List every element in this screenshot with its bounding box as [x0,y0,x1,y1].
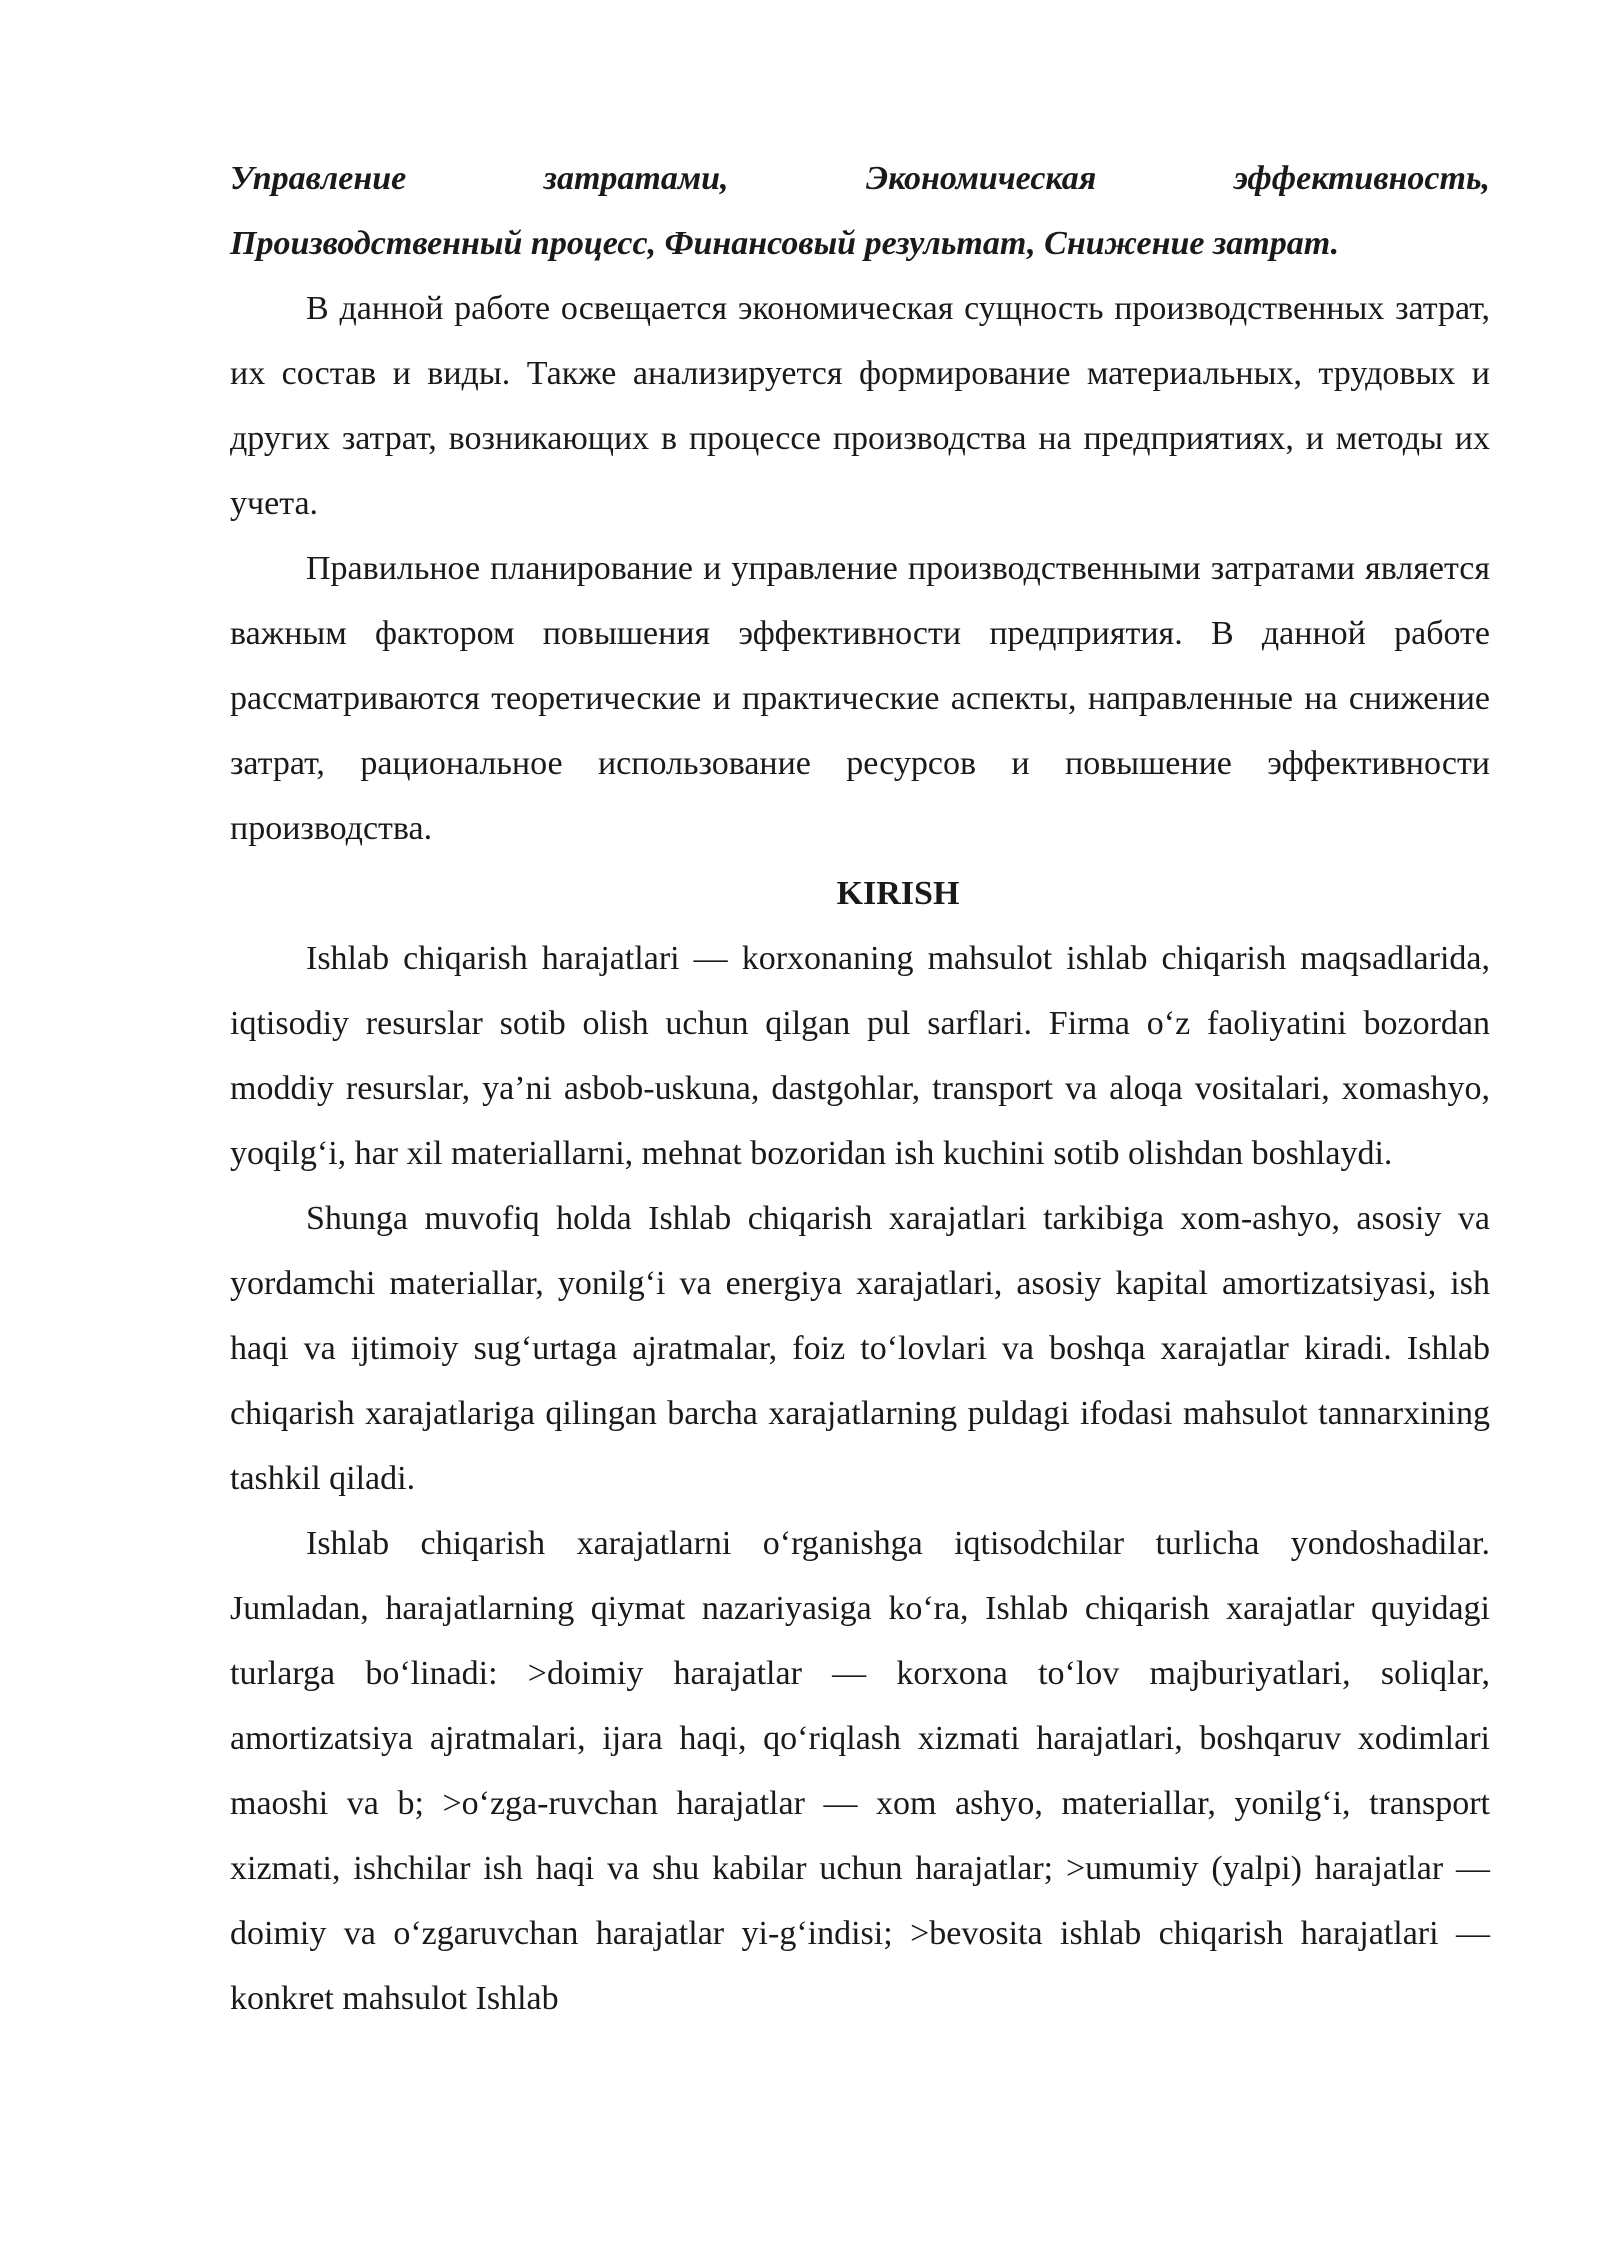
intro-paragraph-1: Ishlab chiqarish harajatlari — korxonaning mahsulot ishlab chiqarish maqsadlarida, iqtisodiy resurslar sotib olish uchun qilgan pul sarflari. Firma o‘z faoliyatini bozordan moddiy resurslar, ya’ni asbob-uskuna, dastgohlar, transport va aloqa vositalari, xomashyo, yoqilg‘i, har xil materiallarni, mehnat bozoridan ish kuchini sotib olishdan boshlaydi. [230,940,1490,1172]
keywords-line-2: Производственный процесс, Финансовый результат, Снижение затрат. [230,225,1340,262]
section-title-kirish: KIRISH [836,875,960,912]
intro-paragraph-2: Shunga muvofiq holda Ishlab chiqarish xarajatlari tarkibiga xom-ashyo, asosiy va yordamchi materiallar, yonilg‘i va energiya xarajatlari, asosiy kapital amortizatsiyasi, ish haqi va ijtimoiy sug‘urtaga ajratmalar, foiz to‘lovlari va boshqa xarajatlar kiradi. Ishlab chiqarish xarajatlariga qilingan barcha xarajatlarning puldagi ifodasi mahsulot tannarxining tashkil qiladi. [230,1200,1490,1497]
document-page [230,146,1490,2031]
intro-paragraph-3: Ishlab chiqarish xarajatlarni o‘rganishga iqtisodchilar turlicha yondoshadilar. Jumladan, harajatlarning qiymat nazariyasiga ko‘ra, Ishlab chiqarish xarajatlar quyidagi turlarga bo‘linadi: >doimiy harajatlar — korxona to‘lov majburiyatlari, soliqlar, amortizatsiya ajratmalari, ijara haqi, qo‘riqlash xizmati harajatlari, boshqaruv xodimlari maoshi va b; >o‘zga-ruvchan harajatlar — xom ashyo, materiallar, yonilg‘i, transport xizmati, ishchilar ish haqi va shu kabilar uchun harajatlar; >umumiy (yalpi) harajatlar — doimiy va o‘zgaruvchan harajatlar yi-g‘indisi; >bevosita ishlab chiqarish harajatlari — konkret mahsulot Ishlab [230,1525,1490,2017]
keywords-line-1: Управление затратами, Экономическая эффективность, [230,160,1490,197]
keywords-block [230,146,1490,276]
abstract-paragraph-1: В данной работе освещается экономическая сущность производственных затрат, их состав и виды. Также анализируется формирование материальных, трудовых и других затрат, возникающих в процессе производства на предприятиях, и методы их учета. [230,290,1490,522]
abstract-paragraph-2: Правильное планирование и управление производственными затратами является важным фактором повышения эффективности предприятия. В данной работе рассматриваются теоретические и практические аспекты, направленные на снижение затрат, рациональное использование ресурсов и повышение эффективности производства. [230,550,1490,847]
